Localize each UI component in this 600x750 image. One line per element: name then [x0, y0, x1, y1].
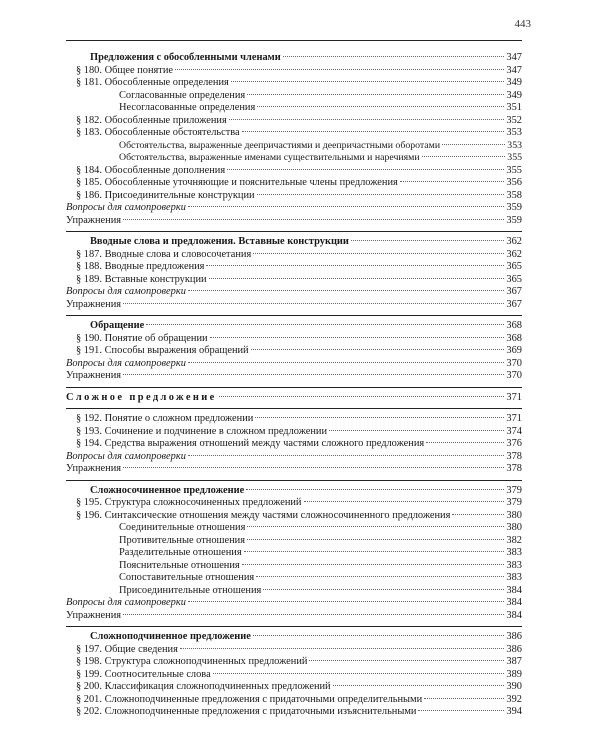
toc-entry[interactable]	[66, 681, 522, 694]
toc-entry-page: 352	[506, 114, 522, 126]
toc-entry-page: 358	[506, 189, 522, 201]
toc-entry[interactable]	[66, 644, 522, 657]
toc-entry[interactable]	[66, 261, 522, 274]
toc-entry[interactable]	[66, 451, 522, 464]
dot-leader	[422, 156, 506, 157]
toc-entry-title: Сопоставительные отношения	[119, 572, 255, 583]
dot-leader	[123, 303, 504, 304]
toc-entry[interactable]	[66, 706, 522, 719]
toc-entry-title: § 192. Понятие о сложном предложении	[76, 413, 254, 424]
toc-entry-page: 390	[506, 681, 522, 692]
dot-leader	[247, 539, 504, 540]
dot-leader	[213, 673, 505, 674]
toc-entry[interactable]	[66, 370, 522, 383]
toc-entry-title: § 182. Обособленные приложения	[76, 114, 227, 126]
toc-entry-page: 356	[506, 177, 522, 188]
toc-entry[interactable]	[66, 426, 522, 439]
toc-entry-page: 376	[506, 438, 522, 449]
toc-entry-title: § 188. Вводные предложения	[76, 261, 205, 272]
toc-entry-title: § 180. Общее понятие	[76, 64, 173, 76]
section-divider	[66, 315, 522, 316]
toc-entry-page: 371	[506, 413, 522, 424]
dot-leader	[123, 219, 504, 220]
toc-entry-title: Противительные отношения	[119, 534, 246, 546]
toc-entry[interactable]	[66, 585, 522, 598]
toc-entry[interactable]	[66, 274, 522, 287]
toc-entry-page: 378	[506, 450, 522, 462]
toc-entry-page: 386	[506, 631, 522, 642]
dot-leader	[452, 514, 504, 515]
toc-entry-title: Обстоятельства, выраженные деепричастиями и деепричастными оборотами	[119, 139, 441, 151]
toc-entry-title: Упражнения	[66, 214, 122, 226]
dot-leader	[180, 648, 505, 649]
dot-leader	[263, 589, 504, 590]
toc-entry-page: 368	[506, 332, 522, 344]
dot-leader	[426, 442, 504, 443]
toc-entry[interactable]	[66, 177, 522, 190]
toc-entry-title: § 184. Обособленные дополнения	[76, 164, 226, 176]
toc-entry-page: 368	[506, 320, 522, 331]
toc-entry[interactable]	[90, 236, 522, 249]
toc-entry[interactable]	[66, 77, 522, 90]
section-divider	[66, 231, 522, 232]
toc-entry-page: 370	[506, 357, 522, 369]
toc-entry-page: 394	[506, 706, 522, 717]
toc-entry-page: 362	[506, 236, 522, 247]
toc-entry[interactable]	[90, 320, 522, 333]
toc-entry-title: § 191. Способы выражения обращений	[76, 345, 249, 356]
toc-entry-title: § 181. Обособленные определения	[76, 77, 229, 88]
dot-leader	[253, 635, 505, 636]
toc-entry-page: 369	[506, 345, 522, 356]
toc-entry-page: 349	[506, 89, 522, 101]
toc-entry-title: Вопросы для самопроверки	[66, 597, 186, 608]
toc-entry-title: Соединительные отношения	[119, 522, 246, 533]
dot-leader	[219, 396, 505, 397]
toc-entry-title: § 202. Сложноподчиненные предложения с придаточными изъяснительными	[76, 706, 417, 717]
dot-leader	[255, 417, 504, 418]
toc-entry[interactable]	[66, 249, 522, 262]
toc-entry[interactable]	[66, 392, 522, 405]
dot-leader	[188, 455, 504, 456]
dot-leader	[229, 119, 505, 120]
dot-leader	[123, 374, 504, 375]
dot-leader	[257, 194, 505, 195]
toc-entry-page: 380	[506, 522, 522, 533]
toc-entry-title: Пояснительные отношения	[119, 559, 240, 571]
dot-leader	[442, 144, 505, 145]
toc-entry[interactable]	[66, 102, 522, 115]
toc-entry[interactable]	[66, 152, 522, 165]
table-of-contents	[66, 52, 522, 719]
toc-entry-title: § 185. Обособленные уточняющие и пояснительные члены предложения	[76, 177, 398, 188]
toc-entry[interactable]	[66, 535, 522, 548]
toc-entry-page: 365	[506, 273, 522, 285]
dot-leader	[123, 467, 504, 468]
toc-entry-title: Упражнения	[66, 298, 122, 310]
toc-entry-title: Обращение	[90, 320, 145, 331]
toc-entry[interactable]	[66, 65, 522, 78]
dot-leader	[188, 362, 504, 363]
toc-entry[interactable]	[66, 90, 522, 103]
toc-entry[interactable]	[66, 463, 522, 476]
toc-entry-title: Вопросы для самопроверки	[66, 286, 186, 297]
toc-entry[interactable]	[66, 597, 522, 610]
toc-entry-title: Предложения с обособленными членами	[90, 52, 281, 63]
toc-entry[interactable]	[66, 572, 522, 585]
dot-leader	[424, 698, 504, 699]
toc-entry-title: § 197. Общие сведения	[76, 643, 178, 655]
toc-entry[interactable]	[66, 547, 522, 560]
toc-entry-page: 378	[506, 463, 522, 474]
dot-leader	[351, 240, 504, 241]
toc-entry[interactable]	[90, 485, 522, 498]
toc-entry-page: 389	[506, 668, 522, 680]
section-divider	[66, 626, 522, 627]
toc-entry-title: Разделительные отношения	[119, 547, 242, 558]
toc-entry-page: 359	[506, 202, 522, 213]
toc-entry-page: 355	[506, 164, 522, 176]
toc-entry-page: 383	[506, 572, 522, 583]
toc-entry-page: 353	[507, 139, 522, 151]
toc-entry[interactable]	[66, 522, 522, 535]
toc-entry-title: § 190. Понятие об обращении	[76, 332, 208, 344]
toc-entry-page: 367	[506, 286, 522, 297]
dot-leader	[246, 489, 504, 490]
dot-leader	[400, 181, 505, 182]
toc-entry[interactable]	[66, 656, 522, 669]
toc-entry-page: 387	[506, 656, 522, 667]
toc-entry-title: § 198. Структура сложноподчиненных предложений	[76, 656, 308, 667]
section-divider	[66, 387, 522, 388]
toc-entry-title: Вводные слова и предложения. Вставные конструкции	[90, 236, 349, 247]
dot-leader	[251, 349, 505, 350]
dot-leader	[242, 131, 505, 132]
toc-entry-page: 349	[506, 77, 522, 88]
toc-entry-page: 355	[507, 152, 522, 163]
dot-leader	[253, 253, 504, 254]
dot-leader	[256, 576, 504, 577]
toc-entry-page: 353	[506, 127, 522, 138]
dot-leader	[209, 278, 505, 279]
toc-entry-title: § 194. Средства выражения отношений между частями сложного предложения	[76, 438, 425, 449]
page-number: 443	[514, 18, 531, 30]
toc-entry-title: Вопросы для самопроверки	[66, 202, 186, 213]
toc-entry[interactable]	[66, 413, 522, 426]
toc-entry-title: § 196. Синтаксические отношения между частями сложносочиненного предложения	[76, 509, 451, 521]
section-divider	[66, 408, 522, 409]
dot-leader	[231, 81, 505, 82]
toc-entry-page: 392	[506, 693, 522, 705]
dot-leader	[188, 601, 504, 602]
toc-entry[interactable]	[90, 631, 522, 644]
toc-entry[interactable]	[66, 127, 522, 140]
toc-entry[interactable]	[66, 669, 522, 682]
dot-leader	[247, 94, 504, 95]
dot-leader	[175, 69, 504, 70]
toc-entry-title: § 187. Вводные слова и словосочетания	[76, 248, 252, 260]
dot-leader	[304, 501, 505, 502]
dot-leader	[206, 265, 504, 266]
toc-entry-title: § 201. Сложноподчиненные предложения с придаточными определительными	[76, 693, 423, 705]
dot-leader	[188, 290, 504, 291]
dot-leader	[242, 564, 505, 565]
dot-leader	[283, 56, 505, 57]
toc-entry-title: Присоединительные отношения	[119, 584, 262, 596]
dot-leader	[146, 324, 504, 325]
dot-leader	[418, 710, 504, 711]
toc-entry-title: Упражнения	[66, 609, 122, 621]
toc-entry-title: Обстоятельства, выраженные именами существительными и наречиями	[119, 152, 420, 163]
toc-entry-page: 359	[506, 214, 522, 226]
dot-leader	[247, 526, 504, 527]
toc-entry-page: 362	[506, 248, 522, 260]
toc-entry-title: Вопросы для самопроверки	[66, 450, 186, 462]
toc-entry[interactable]	[90, 52, 522, 65]
toc-entry[interactable]	[66, 140, 522, 153]
toc-entry-page: 386	[506, 643, 522, 655]
toc-entry[interactable]	[66, 165, 522, 178]
dot-leader	[123, 614, 504, 615]
toc-entry-title: Согласованные определения	[119, 89, 246, 101]
section-divider	[66, 480, 522, 481]
toc-entry[interactable]	[66, 560, 522, 573]
toc-entry-page: 347	[506, 52, 522, 63]
dot-leader	[210, 337, 505, 338]
toc-entry-page: 347	[506, 64, 522, 76]
toc-entry-title: Несогласованные определения	[119, 102, 256, 113]
toc-entry-title: § 186. Присоединительные конструкции	[76, 189, 255, 201]
dot-leader	[329, 430, 504, 431]
toc-entry[interactable]	[66, 286, 522, 299]
toc-entry-page: 367	[506, 298, 522, 310]
toc-entry[interactable]	[66, 299, 522, 312]
toc-entry-title: § 199. Соотносительные слова	[76, 668, 211, 680]
toc-entry-page: 365	[506, 261, 522, 272]
toc-entry[interactable]	[66, 497, 522, 510]
toc-entry-page: 384	[506, 597, 522, 608]
toc-entry-title: Сложносочиненное предложение	[90, 484, 245, 496]
toc-entry-page: 351	[506, 102, 522, 113]
toc-entry-title: § 200. Классификация сложноподчиненных предложений	[76, 681, 331, 692]
toc-entry-title: Сложное предложение	[66, 391, 217, 403]
toc-entry-page: 379	[506, 497, 522, 508]
toc-entry-page: 382	[506, 534, 522, 546]
toc-entry[interactable]	[66, 345, 522, 358]
toc-entry[interactable]	[66, 215, 522, 228]
toc-entry-page: 380	[506, 509, 522, 521]
toc-entry[interactable]	[66, 190, 522, 203]
header-rule	[66, 40, 522, 41]
toc-entry[interactable]	[66, 694, 522, 707]
toc-entry-title: § 183. Обособленные обстоятельства	[76, 127, 240, 138]
toc-entry[interactable]	[66, 333, 522, 346]
dot-leader	[309, 660, 504, 661]
dot-leader	[244, 551, 505, 552]
toc-entry-title: § 193. Сочинение и подчинение в сложном предложении	[76, 425, 328, 437]
dot-leader	[333, 685, 505, 686]
toc-entry[interactable]	[66, 610, 522, 623]
toc-entry[interactable]	[66, 358, 522, 371]
toc-entry-title: § 195. Структура сложносочиненных предложений	[76, 497, 302, 508]
toc-entry[interactable]	[66, 202, 522, 215]
toc-entry-page: 374	[506, 425, 522, 437]
toc-entry[interactable]	[66, 510, 522, 523]
toc-entry-title: Упражнения	[66, 370, 122, 381]
toc-entry-title: Сложноподчиненное предложение	[90, 631, 251, 642]
toc-entry-page: 379	[506, 484, 522, 496]
toc-entry-title: Упражнения	[66, 463, 122, 474]
toc-entry-page: 383	[506, 547, 522, 558]
toc-entry-page: 370	[506, 370, 522, 381]
toc-entry[interactable]	[66, 438, 522, 451]
toc-entry-title: Вопросы для самопроверки	[66, 357, 186, 369]
toc-entry-page: 384	[506, 584, 522, 596]
toc-entry[interactable]	[66, 115, 522, 128]
dot-leader	[257, 106, 504, 107]
dot-leader	[188, 206, 504, 207]
toc-entry-title: § 189. Вставные конструкции	[76, 273, 207, 285]
toc-entry-page: 371	[506, 391, 522, 403]
dot-leader	[227, 169, 504, 170]
toc-entry-page: 383	[506, 559, 522, 571]
toc-entry-page: 384	[506, 609, 522, 621]
